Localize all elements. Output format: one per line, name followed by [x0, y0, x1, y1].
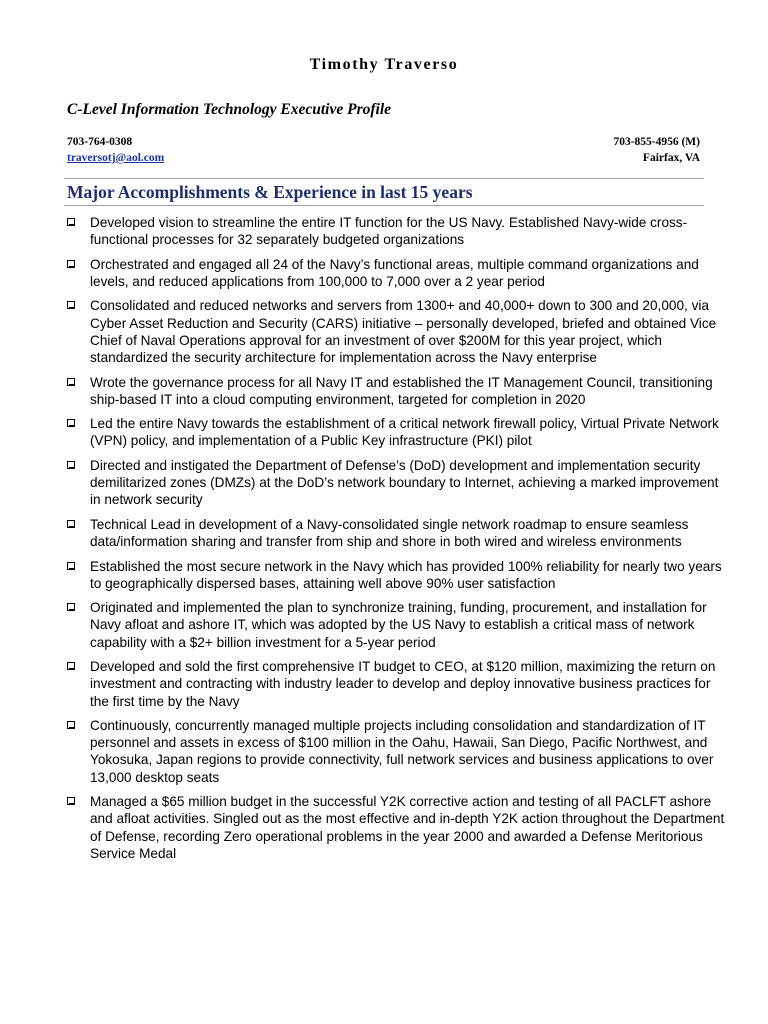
square-bullet-icon [67, 218, 75, 226]
candidate-name: Timothy Traverso [309, 56, 459, 73]
list-item [64, 717, 728, 786]
location: Fairfax, VA [642, 152, 700, 164]
square-bullet-icon [67, 419, 75, 427]
contact-right [613, 134, 700, 166]
list-item [64, 457, 728, 509]
email-link[interactable]: traversotj@aol.com [67, 152, 165, 164]
list-item [64, 214, 728, 248]
mobile-phone: 703-855-4956 (M) [613, 136, 700, 148]
list-item [64, 374, 728, 408]
list-item [64, 599, 728, 651]
square-bullet-icon [67, 662, 75, 670]
list-item [64, 297, 728, 366]
square-bullet-icon [67, 797, 75, 805]
list-item [64, 516, 728, 550]
contact-left [67, 134, 164, 166]
square-bullet-icon [67, 721, 75, 729]
item-text: Wrote the governance process for all Navy IT and established the IT Management Council, transitioning ship-based IT into a cloud computing environment, targeted for completion in 2020 [90, 374, 713, 407]
item-text: Developed vision to streamline the entire IT function for the US Navy. Established Navy-wide cross-functional processes for 32 separately budgeted organizations [90, 215, 688, 248]
list-item [64, 558, 728, 592]
item-text: Technical Lead in development of a Navy-consolidated single network roadmap to ensure seamless data/information sharing and transfer from ship and shore in both wired and wireless environments [90, 516, 689, 550]
square-bullet-icon [67, 378, 75, 386]
item-text: Directed and instigated the Department of Defense’s (DoD) development and implementation security demilitarized zones (DMZs) at the DoD’s network boundary to Internet, achieving a marked improvement in network security [90, 457, 719, 508]
list-item [64, 256, 728, 290]
square-bullet-icon [67, 562, 75, 570]
square-bullet-icon [67, 301, 75, 309]
item-text: Developed and sold the first comprehensive IT budget to CEO, at $120 million, maximizing the return on investment and contracting with industry leader to develop and deploy innovative business practices for the first time by the Navy [90, 659, 716, 709]
item-text: Originated and implemented the plan to synchronize training, funding, procurement, and installation for Navy afloat and ashore IT, which was adopted by the US Navy to establish a critical mass of network capability with a $2+ billion investment for a 5-year period [90, 600, 707, 650]
item-text: Established the most secure network in the Navy which has provided 100% reliability for nearly two years to geographically dispersed bases, attaining well above 90% user satisfaction [90, 558, 722, 591]
list-item [64, 415, 728, 449]
home-phone: 703-764-0308 [67, 136, 133, 148]
profile-subtitle: C-Level Information Technology Executive Profile [67, 101, 392, 118]
list-item [64, 793, 728, 862]
accomplishments-list [64, 214, 728, 869]
item-text: Managed a $65 million budget in the successful Y2K corrective action and testing of all PACLFT ashore and afloat activities. Singled out as the most effective and in-depth Y2K action throughout the Department of Defense, recording Zero operational problems in the year 2000 and awarded a Defense Meritorious Service Medal [90, 794, 725, 861]
item-text: Led the entire Navy towards the establishment of a critical network firewall policy, Virtual Private Network (VPN) policy, and implementation of a Public Key infrastructure (PKI) pilot [90, 416, 719, 449]
item-text: Continuously, concurrently managed multiple projects including consolidation and standardization of IT personnel and assets in excess of $100 million in the Oahu, Hawaii, San Diego, Pacific Northwest, and Yokosuka, Japan regions to provide connectivity, full network services and business applications to over 13,000 desktop seats [90, 718, 714, 785]
square-bullet-icon [67, 603, 75, 611]
square-bullet-icon [67, 520, 75, 528]
list-item [64, 658, 728, 710]
item-text: Consolidated and reduced networks and servers from 1300+ and 40,000+ down to 300 and 20,000, via Cyber Asset Reduction and Security (CARS) initiative – personally developed, briefed and obtained Vice Chief of Naval Operations approval for an investment of over $200M for this year project, which standardized the security architecture for implementation across the Navy enterprise [90, 298, 717, 366]
square-bullet-icon [67, 260, 75, 268]
item-text: Orchestrated and engaged all 24 of the Navy’s functional areas, multiple command organizations and levels, and reduced applications from 100,000 to 7,000 over a 2 year period [90, 256, 699, 289]
square-bullet-icon [67, 461, 75, 469]
section-heading: Major Accomplishments & Experience in last 15 years [64, 178, 704, 206]
